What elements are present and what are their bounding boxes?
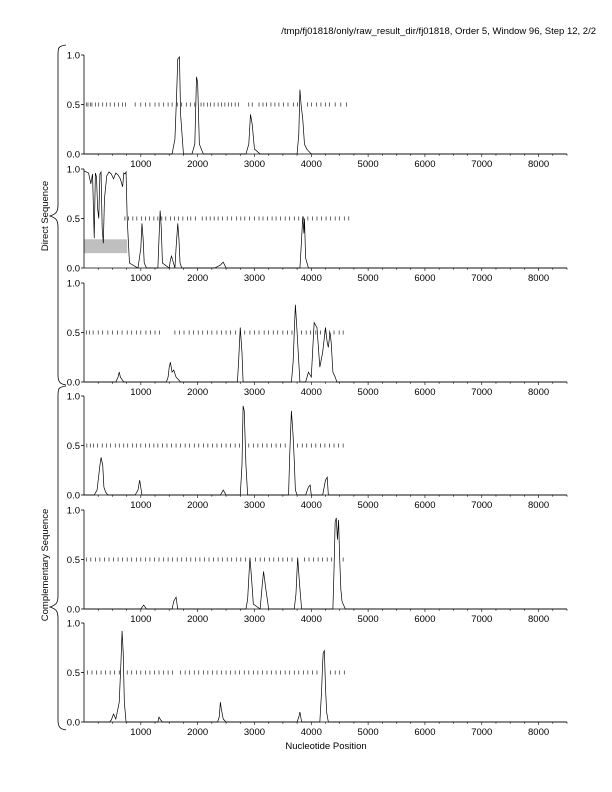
- x-tick-label: 7000: [471, 500, 493, 511]
- y-tick-label: 1.0: [66, 391, 80, 403]
- x-tick-label: 3000: [243, 159, 266, 170]
- x-tick-label: 5000: [357, 614, 379, 625]
- x-tick-label: 1000: [130, 273, 152, 284]
- y-tick-label: 1.0: [66, 618, 80, 630]
- x-tick-label: 5000: [357, 273, 379, 284]
- shaded-region: [84, 239, 127, 253]
- x-tick-label: 6000: [414, 614, 436, 625]
- x-tick-label: 2000: [187, 500, 209, 511]
- x-tick-label: 8000: [528, 159, 550, 170]
- figure-header-title: /tmp/fj01818/only/raw_result_dir/fj01818, Order 5, Window 96, Step 12, 2/2: [281, 26, 596, 37]
- x-tick-label: 8000: [528, 727, 550, 738]
- y-tick-label: 0.5: [66, 668, 80, 679]
- complementary-group-label: Complementary Sequence: [40, 508, 51, 622]
- x-tick-label: 6000: [414, 500, 436, 511]
- x-tick-label: 6000: [414, 727, 436, 738]
- series-line: [84, 171, 567, 268]
- x-tick-label: 2000: [187, 273, 209, 284]
- x-tick-label: 3000: [243, 500, 266, 511]
- x-tick-label: 4000: [300, 500, 322, 511]
- y-tick-label: 1.0: [66, 278, 80, 290]
- y-tick-label: 0.5: [66, 214, 80, 225]
- x-tick-label: 4000: [300, 727, 322, 738]
- x-tick-label: 1000: [130, 387, 152, 398]
- y-tick-label: 0.0: [66, 263, 80, 275]
- x-tick-label: 4000: [300, 273, 322, 284]
- x-tick-label: 4000: [300, 159, 322, 170]
- x-tick-label: 1000: [130, 159, 152, 170]
- series-line: [84, 305, 567, 382]
- x-tick-label: 2000: [187, 727, 209, 738]
- x-tick-label: 5000: [357, 159, 379, 170]
- panels-layer: [67, 51, 567, 739]
- x-tick-label: 7000: [471, 273, 493, 284]
- x-tick-label: 4000: [300, 614, 322, 625]
- x-tick-label: 7000: [471, 727, 493, 738]
- x-tick-label: 3000: [243, 727, 266, 738]
- y-tick-label: 0.0: [66, 377, 80, 389]
- x-tick-label: 8000: [528, 387, 550, 398]
- x-tick-label: 8000: [528, 500, 550, 511]
- x-tick-label: 3000: [243, 614, 266, 625]
- x-tick-label: 2000: [187, 387, 209, 398]
- direct-group-brace: [50, 45, 66, 385]
- x-tick-label: 5000: [357, 500, 379, 511]
- direct-group-label: Direct Sequence: [40, 180, 51, 252]
- complementary-group-brace: [50, 386, 66, 730]
- chart-panel-5: [67, 506, 567, 626]
- chart-panel-2: [67, 165, 567, 285]
- x-tick-label: 7000: [471, 387, 493, 398]
- x-tick-label: 6000: [414, 273, 436, 284]
- y-tick-label: 0.5: [66, 100, 80, 111]
- y-tick-label: 1.0: [66, 164, 80, 176]
- chart-panel-6: [67, 619, 567, 739]
- x-axis-label: Nucleotide Position: [285, 741, 367, 752]
- y-tick-label: 0.0: [66, 149, 80, 161]
- x-tick-label: 3000: [243, 387, 266, 398]
- y-tick-label: 0.5: [66, 328, 80, 339]
- y-tick-label: 0.0: [66, 717, 80, 729]
- series-line: [84, 631, 567, 722]
- y-tick-label: 0.0: [66, 604, 80, 616]
- y-tick-label: 0.5: [66, 555, 80, 566]
- y-tick-label: 0.5: [66, 441, 80, 452]
- x-tick-label: 5000: [357, 387, 379, 398]
- x-tick-label: 2000: [187, 614, 209, 625]
- x-tick-label: 1000: [130, 500, 152, 511]
- x-tick-label: 1000: [130, 727, 152, 738]
- x-tick-label: 5000: [357, 727, 379, 738]
- x-tick-label: 4000: [300, 387, 322, 398]
- x-tick-label: 7000: [471, 614, 493, 625]
- y-tick-label: 1.0: [66, 50, 80, 62]
- x-tick-label: 2000: [187, 159, 209, 170]
- chart-panel-1: [67, 51, 567, 171]
- y-tick-label: 1.0: [66, 505, 80, 517]
- series-line: [84, 406, 567, 495]
- x-tick-label: 7000: [471, 159, 493, 170]
- x-tick-label: 8000: [528, 614, 550, 625]
- y-tick-label: 0.0: [66, 490, 80, 502]
- x-tick-label: 3000: [243, 273, 266, 284]
- x-tick-label: 6000: [414, 159, 436, 170]
- x-tick-label: 6000: [414, 387, 436, 398]
- chart-panel-3: [67, 279, 567, 399]
- x-tick-label: 8000: [528, 273, 550, 284]
- chart-panel-4: [67, 392, 567, 512]
- x-tick-label: 1000: [130, 614, 152, 625]
- series-line: [84, 518, 567, 609]
